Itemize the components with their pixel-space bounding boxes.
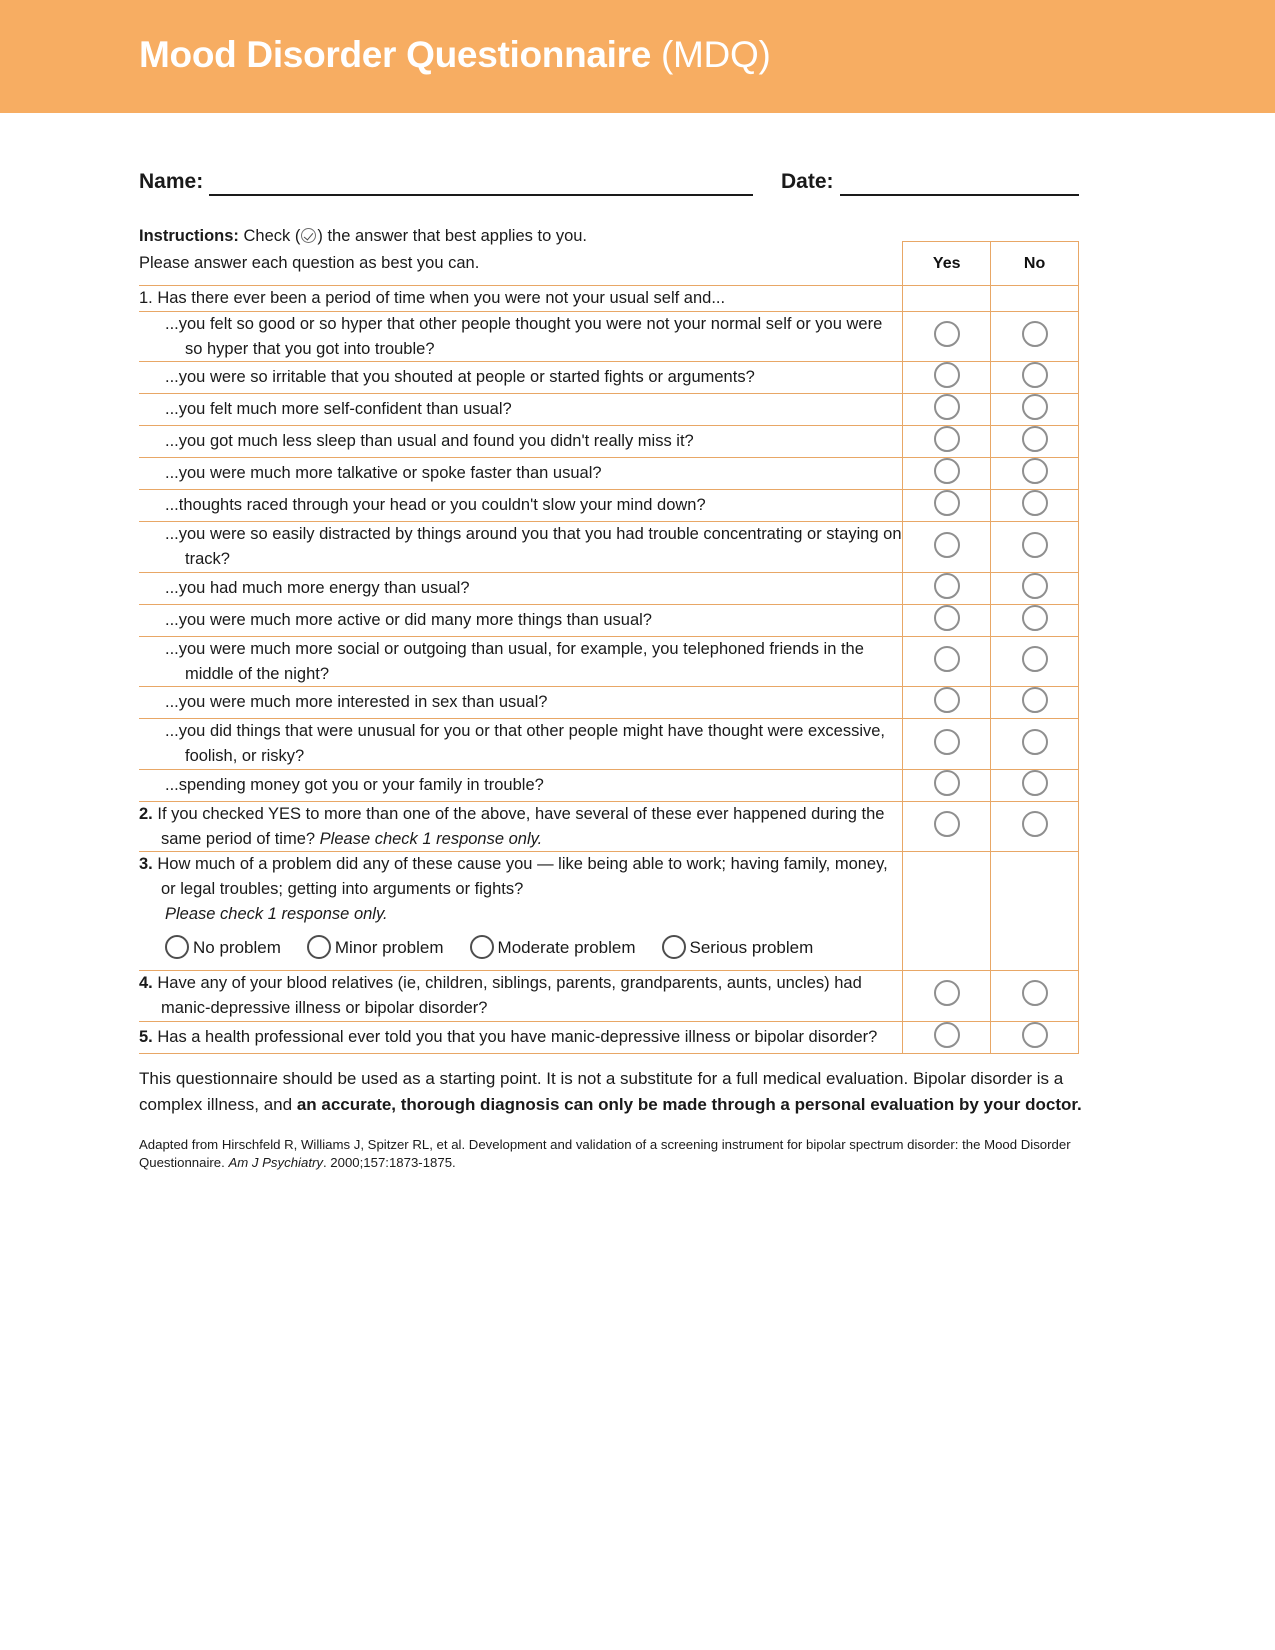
- question-text-q2: [139, 801, 903, 852]
- question-text-q1l: [139, 719, 903, 770]
- table-row: [139, 458, 1079, 490]
- radio-no-q4[interactable]: [991, 971, 1079, 1022]
- radio-yes-q1k[interactable]: [903, 687, 991, 719]
- radio-yes-q1d[interactable]: [903, 426, 991, 458]
- table-row: [139, 1021, 1079, 1053]
- radio-yes-q1e[interactable]: [903, 458, 991, 490]
- table-row: [139, 604, 1079, 636]
- severity-radio-3[interactable]: [662, 935, 686, 959]
- radio-yes-q1l[interactable]: [903, 719, 991, 770]
- question-body: Has a health professional ever told you that you have manic-depressive illness or bipolar disorder?: [157, 1027, 878, 1046]
- radio-no-q1d-circle[interactable]: [1022, 426, 1048, 452]
- radio-no-q1k[interactable]: [991, 687, 1079, 719]
- question-text-q1: [139, 286, 903, 312]
- name-date-row: [139, 170, 1079, 196]
- table-row: [139, 362, 1079, 394]
- question-number: 4.: [139, 974, 158, 992]
- question-text-q1e: [139, 458, 903, 490]
- radio-no-q1b-circle[interactable]: [1022, 362, 1048, 388]
- radio-yes-q1b[interactable]: [903, 362, 991, 394]
- severity-label-3: Serious problem: [689, 937, 814, 957]
- severity-options: [139, 927, 902, 971]
- table-row: [139, 636, 1079, 687]
- radio-no-q1f-circle[interactable]: [1022, 490, 1048, 516]
- question-label: ...spending money got you or your family in trouble?: [165, 775, 544, 794]
- name-input[interactable]: [209, 174, 753, 196]
- question-text-q1f: [139, 490, 903, 522]
- question-text-q5: [139, 1021, 903, 1053]
- radio-yes-q1h[interactable]: [903, 572, 991, 604]
- radio-yes-q1l-circle[interactable]: [934, 729, 960, 755]
- question-label: ...you felt so good or so hyper that other people thought you were not your normal self or you were so hyper that you got into trouble?: [165, 314, 883, 358]
- question-note: Please check 1 response only.: [165, 904, 388, 923]
- questionnaire-table: [139, 241, 1079, 1054]
- disclaimer-text: [139, 1066, 1089, 1118]
- question-text-q1m: [139, 769, 903, 801]
- radio-no-q1d[interactable]: [991, 426, 1079, 458]
- radio-yes-q1j[interactable]: [903, 636, 991, 687]
- table-row: [139, 971, 1079, 1022]
- question-body: If you checked YES to more than one of the above, have several of these ever happened during the same period of time?: [157, 804, 885, 848]
- table-row: [139, 852, 1079, 971]
- cell-no-q1: [991, 286, 1079, 312]
- citation-journal: Am J Psychiatry: [228, 1155, 323, 1171]
- radio-yes-q1d-circle[interactable]: [934, 426, 960, 452]
- page-title: [139, 34, 770, 76]
- question-body-line-1: How much of a problem did any of these cause you — like being able to work;: [157, 855, 731, 874]
- severity-label-0: No problem: [193, 937, 281, 957]
- radio-yes-q2-circle[interactable]: [934, 811, 960, 837]
- severity-option-3[interactable]: [662, 935, 814, 961]
- name-label: Name:: [139, 170, 204, 193]
- question-text-q4: [139, 971, 903, 1022]
- radio-no-q1g-circle[interactable]: [1022, 532, 1048, 558]
- table-row: [139, 769, 1079, 801]
- radio-yes-q1j-circle[interactable]: [934, 646, 960, 672]
- question-label: [139, 1025, 902, 1050]
- severity-label-1: Minor problem: [334, 937, 444, 957]
- radio-no-q1i[interactable]: [991, 604, 1079, 636]
- table-row: [139, 719, 1079, 770]
- cell-yes-q3: [903, 852, 991, 971]
- question-label: ...you were so irritable that you shouted at people or started fights or arguments?: [165, 368, 755, 387]
- question-label: [139, 971, 902, 1021]
- radio-no-q1k-circle[interactable]: [1022, 687, 1048, 713]
- table-row: [139, 522, 1079, 573]
- severity-option-0[interactable]: [165, 935, 281, 961]
- radio-no-q1i-circle[interactable]: [1022, 605, 1048, 631]
- page-title-abbreviation: (MDQ): [661, 34, 771, 75]
- cell-yes-q1: [903, 286, 991, 312]
- severity-label-2: Moderate problem: [497, 937, 636, 957]
- table-row: [139, 490, 1079, 522]
- question-body-line-2: having family, money, or legal troubles; getting into arguments or fights?: [161, 855, 888, 898]
- radio-no-q2[interactable]: [991, 801, 1079, 852]
- question-label: ...you were much more active or did many more things than usual?: [165, 610, 652, 629]
- instructions-text-after-icon: ) the answer that best applies to you.: [317, 227, 588, 245]
- table-row: [139, 311, 1079, 362]
- radio-no-q1b[interactable]: [991, 362, 1079, 394]
- radio-yes-q1h-circle[interactable]: [934, 573, 960, 599]
- radio-yes-q1a[interactable]: [903, 311, 991, 362]
- radio-yes-q1b-circle[interactable]: [934, 362, 960, 388]
- disclaimer-bold: an accurate, thorough diagnosis can only be made through a personal evaluation by your doctor.: [296, 1094, 1082, 1114]
- radio-no-q1f[interactable]: [991, 490, 1079, 522]
- citation-text: [139, 1136, 1089, 1172]
- question-number: 2.: [139, 804, 158, 823]
- header-spacer: [139, 242, 903, 286]
- question-label: ...you were much more social or outgoing than usual, for example, you telephoned friends in the middle of the night?: [165, 639, 864, 683]
- radio-no-q1h[interactable]: [991, 572, 1079, 604]
- question-label: ...you got much less sleep than usual and found you didn't really miss it?: [165, 432, 694, 451]
- radio-yes-q5-circle[interactable]: [934, 1022, 960, 1048]
- citation-part-2: . 2000;157:1873-1875.: [322, 1155, 456, 1171]
- radio-no-q5[interactable]: [991, 1021, 1079, 1053]
- question-text-q1h: [139, 572, 903, 604]
- question-label: ...you did things that were unusual for you or that other people might have thought were excessive, foolish, or risky?: [165, 722, 886, 765]
- radio-yes-q1m[interactable]: [903, 769, 991, 801]
- question-label: [139, 802, 902, 852]
- question-label: ...you were so easily distracted by things around you that you had trouble concentrating or staying on track?: [165, 525, 902, 568]
- radio-yes-q1a-circle[interactable]: [934, 321, 960, 347]
- question-label: [139, 852, 902, 902]
- radio-no-q1g[interactable]: [991, 522, 1079, 573]
- radio-yes-q1i-circle[interactable]: [934, 605, 960, 631]
- radio-no-q1j[interactable]: [991, 636, 1079, 687]
- date-input[interactable]: [840, 174, 1079, 196]
- question-label: ...thoughts raced through your head or you couldn't slow your mind down?: [165, 496, 706, 515]
- radio-no-q2-circle[interactable]: [1022, 811, 1048, 837]
- severity-radio-0[interactable]: [165, 935, 189, 959]
- radio-no-q1e-circle[interactable]: [1022, 458, 1048, 484]
- question-text-q1a: [139, 311, 903, 362]
- radio-no-q1m[interactable]: [991, 769, 1079, 801]
- severity-radio-1[interactable]: [307, 935, 331, 959]
- radio-no-q1m-circle[interactable]: [1022, 770, 1048, 796]
- instructions-label: Instructions:: [139, 227, 239, 245]
- table-row: [139, 687, 1079, 719]
- question-label: ...you felt much more self-confident than usual?: [165, 400, 512, 419]
- radio-yes-q5[interactable]: [903, 1021, 991, 1053]
- question-body: Have any of your blood relatives (ie, children, siblings, parents, grandparents, aunts, uncles) had manic-depressive illness or bipolar disorder?: [157, 974, 862, 1017]
- severity-option-2[interactable]: [470, 935, 636, 961]
- page-title-main: Mood Disorder Questionnaire: [139, 34, 652, 75]
- radio-yes-q1f[interactable]: [903, 490, 991, 522]
- instructions-line-2: Please answer each question as best you can.: [139, 253, 480, 272]
- radio-yes-q4[interactable]: [903, 971, 991, 1022]
- radio-yes-q1c[interactable]: [903, 394, 991, 426]
- radio-no-q1a[interactable]: [991, 311, 1079, 362]
- question-number: 5.: [139, 1027, 158, 1046]
- radio-no-q1l[interactable]: [991, 719, 1079, 770]
- radio-yes-q1g[interactable]: [903, 522, 991, 573]
- column-header-no: No: [991, 242, 1079, 286]
- radio-no-q4-circle[interactable]: [1022, 980, 1048, 1006]
- table-row: [139, 286, 1079, 312]
- radio-no-q1a-circle[interactable]: [1022, 321, 1048, 347]
- question-text-q1i: [139, 604, 903, 636]
- question-text-q3: [139, 852, 903, 971]
- table-row: [139, 394, 1079, 426]
- question-text-q1c: [139, 394, 903, 426]
- question-label: ...you were much more talkative or spoke faster than usual?: [165, 464, 602, 483]
- radio-yes-q4-circle[interactable]: [934, 980, 960, 1006]
- instructions-text-before-icon: Check (: [238, 227, 301, 245]
- question-text-q1k: [139, 687, 903, 719]
- question-text-q1d: [139, 426, 903, 458]
- cell-no-q3: [991, 852, 1079, 971]
- citation-part-1: Adapted from Hirschfeld R, Williams J, Spitzer RL, et al. Development and validation of a screening instrument for bipolar spectrum disorder: the Mood Disorder Questionnaire.: [139, 1137, 1071, 1171]
- disclaimer-normal: This questionnaire should be used as a starting point. It is not a substitute for a full medical evaluation. Bipolar disorder is a complex illness, and: [139, 1069, 1064, 1114]
- radio-no-q5-circle[interactable]: [1022, 1022, 1048, 1048]
- table-header-row: [139, 242, 1079, 286]
- question-label: 1. Has there ever been a period of time when you were not your usual self and...: [139, 289, 726, 307]
- radio-yes-q2[interactable]: [903, 801, 991, 852]
- table-row: [139, 426, 1079, 458]
- radio-yes-q1m-circle[interactable]: [934, 770, 960, 796]
- radio-yes-q1c-circle[interactable]: [934, 394, 960, 420]
- radio-no-q1l-circle[interactable]: [1022, 729, 1048, 755]
- radio-no-q1e[interactable]: [991, 458, 1079, 490]
- column-header-yes: Yes: [903, 242, 991, 286]
- question-label: ...you were much more interested in sex than usual?: [165, 693, 548, 712]
- question-text-q1j: [139, 636, 903, 687]
- radio-yes-q1k-circle[interactable]: [934, 687, 960, 713]
- question-label: ...you had much more energy than usual?: [165, 578, 470, 597]
- table-row: [139, 801, 1079, 852]
- radio-yes-q1g-circle[interactable]: [934, 532, 960, 558]
- radio-yes-q1i[interactable]: [903, 604, 991, 636]
- radio-no-q1h-circle[interactable]: [1022, 573, 1048, 599]
- question-number: 3.: [139, 855, 158, 874]
- severity-radio-2[interactable]: [470, 935, 494, 959]
- radio-no-q1c[interactable]: [991, 394, 1079, 426]
- radio-yes-q1f-circle[interactable]: [934, 490, 960, 516]
- date-label: Date:: [781, 170, 834, 193]
- severity-option-1[interactable]: [307, 935, 444, 961]
- radio-no-q1j-circle[interactable]: [1022, 646, 1048, 672]
- question-text-q1b: [139, 362, 903, 394]
- question-text-q1g: [139, 522, 903, 573]
- radio-yes-q1e-circle[interactable]: [934, 458, 960, 484]
- table-row: [139, 572, 1079, 604]
- radio-no-q1c-circle[interactable]: [1022, 394, 1048, 420]
- question-note: Please check 1 response only.: [319, 829, 543, 848]
